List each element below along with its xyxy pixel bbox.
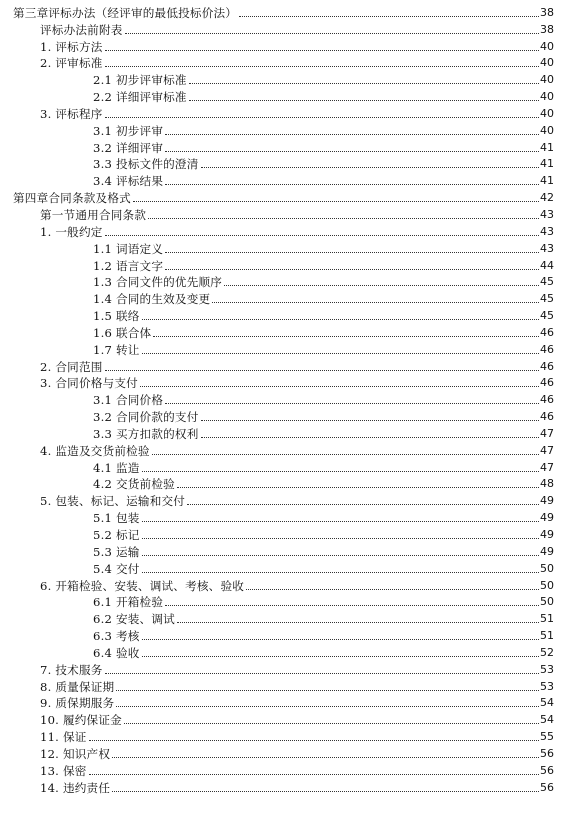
dot-leader xyxy=(224,285,539,286)
toc-entry[interactable] xyxy=(0,458,568,475)
toc-entry-number: 1.7 xyxy=(93,342,113,357)
toc-entry-label xyxy=(40,680,114,694)
toc-entry-number: 3.4 xyxy=(93,174,113,189)
dot-leader xyxy=(165,134,539,135)
toc-entry-number: 5. xyxy=(40,494,52,509)
toc-entry-label xyxy=(40,747,110,761)
toc-entry-page-number: 46 xyxy=(540,393,554,407)
toc-entry-title: 安装、调试 xyxy=(115,612,175,627)
dot-leader xyxy=(112,757,539,758)
toc-entry-label xyxy=(40,730,87,744)
toc-entry[interactable] xyxy=(0,475,568,492)
toc-entry-number: 4. xyxy=(40,443,52,458)
toc-entry-title: 合同价格与支付 xyxy=(55,376,138,391)
toc-entry-title: 质量保证期 xyxy=(55,679,115,694)
toc-entry-page-number: 46 xyxy=(540,359,554,373)
dot-leader xyxy=(89,740,539,741)
dot-leader xyxy=(105,66,539,67)
dot-leader xyxy=(125,33,539,34)
toc-entry[interactable] xyxy=(0,37,568,54)
dot-leader xyxy=(165,269,539,270)
toc-entry[interactable] xyxy=(0,761,568,778)
toc-entry-title: 语言文字 xyxy=(115,258,164,273)
toc-entry-number: 14. xyxy=(40,780,60,795)
toc-entry-page-number: 46 xyxy=(540,376,554,390)
toc-entry-page-number: 42 xyxy=(540,191,554,205)
toc-entry[interactable] xyxy=(0,155,568,172)
toc-entry[interactable] xyxy=(0,744,568,761)
toc-entry-title: 开箱检验 xyxy=(115,595,164,610)
toc-entry-label xyxy=(93,562,140,576)
toc-entry-page-number: 54 xyxy=(540,713,554,727)
toc-entry-title: 评标结果 xyxy=(115,174,164,189)
toc-entry-label xyxy=(40,764,87,778)
toc-entry-number: 1. xyxy=(40,224,52,239)
toc-entry-label xyxy=(93,141,163,155)
toc-entry-number: 8. xyxy=(40,679,52,694)
dot-leader xyxy=(142,471,539,472)
toc-entry-label xyxy=(40,56,103,70)
dot-leader xyxy=(105,117,539,118)
toc-entry-number: 4.1 xyxy=(93,460,113,475)
toc-entry-page-number: 49 xyxy=(540,511,554,525)
toc-entry[interactable] xyxy=(0,256,568,273)
toc-entry-number: 3.2 xyxy=(93,410,113,425)
toc-entry-page-number: 46 xyxy=(540,410,554,424)
toc-entry[interactable] xyxy=(0,138,568,155)
toc-entry-title: 第三章评标办法（经评审的最低投标价法） xyxy=(13,5,238,20)
toc-entry-label xyxy=(93,393,163,407)
toc-entry-number: 3.1 xyxy=(93,393,113,408)
toc-entry-page-number: 45 xyxy=(540,292,554,306)
toc-entry-title: 联合体 xyxy=(115,325,152,340)
toc-entry[interactable] xyxy=(0,424,568,441)
toc-entry[interactable] xyxy=(0,340,568,357)
toc-entry-label xyxy=(40,663,103,677)
toc-entry-title: 开箱检验、安装、调试、考核、验收 xyxy=(55,578,245,593)
dot-leader xyxy=(142,572,539,573)
toc-entry-number: 5.4 xyxy=(93,561,113,576)
toc-entry-title: 包装、标记、运输和交付 xyxy=(55,494,186,509)
toc-entry-title: 详细评审 xyxy=(115,140,164,155)
toc-entry-title: 合同范围 xyxy=(55,359,103,374)
toc-entry-number: 7. xyxy=(40,662,52,677)
toc-entry-label xyxy=(93,427,199,441)
dot-leader xyxy=(105,673,539,674)
toc-entry-label xyxy=(40,225,103,239)
toc-entry-number: 12. xyxy=(40,746,60,761)
toc-entry-title: 合同的生效及变更 xyxy=(115,292,211,307)
toc-entry-number: 2. xyxy=(40,56,52,71)
toc-entry-number: 3. xyxy=(40,376,52,391)
toc-entry-number: 10. xyxy=(40,713,60,728)
dot-leader xyxy=(148,218,539,219)
toc-entry-number: 1.4 xyxy=(93,292,113,307)
toc-entry-page-number: 49 xyxy=(540,494,554,508)
toc-entry-title: 质保期服务 xyxy=(55,696,115,711)
dot-leader xyxy=(124,723,539,724)
toc-entry-label xyxy=(40,40,103,54)
toc-entry-label xyxy=(93,646,140,660)
dot-leader xyxy=(133,201,539,202)
dot-leader xyxy=(153,336,539,337)
dot-leader xyxy=(142,319,539,320)
toc-entry-title: 投标文件的澄清 xyxy=(115,157,199,172)
toc-entry-label xyxy=(93,259,163,273)
toc-entry[interactable] xyxy=(0,205,568,222)
dot-leader xyxy=(142,353,539,354)
toc-entry-label xyxy=(93,545,140,559)
dot-leader xyxy=(165,605,539,606)
toc-entry-title: 标记 xyxy=(115,528,140,542)
toc-entry-number: 6.4 xyxy=(93,645,113,660)
toc-entry-number: 1.2 xyxy=(93,258,113,273)
toc-entry[interactable] xyxy=(0,222,568,239)
toc-entry-number: 6.3 xyxy=(93,629,113,644)
toc-entry-title: 交货前检验 xyxy=(115,477,175,492)
toc-entry[interactable] xyxy=(0,87,568,104)
toc-entry-page-number: 48 xyxy=(540,477,554,491)
dot-leader xyxy=(201,167,540,168)
toc-entry[interactable] xyxy=(0,70,568,87)
toc-entry-number: 1.3 xyxy=(93,275,113,290)
dot-leader xyxy=(165,252,539,253)
toc-entry[interactable] xyxy=(0,121,568,138)
toc-entry-page-number: 56 xyxy=(540,763,554,777)
toc-entry-number: 6. xyxy=(40,578,52,593)
toc-entry-page-number: 38 xyxy=(540,5,554,19)
dot-leader xyxy=(142,639,539,640)
dot-leader xyxy=(105,235,539,236)
toc-entry-page-number: 51 xyxy=(540,612,554,626)
toc-entry-title: 评标程序 xyxy=(55,106,103,121)
toc-entry-number: 5.2 xyxy=(93,528,113,542)
dot-leader xyxy=(142,521,539,522)
toc-entry[interactable] xyxy=(0,609,568,626)
toc-entry-label xyxy=(40,23,123,37)
dot-leader xyxy=(201,420,540,421)
toc-entry-label xyxy=(93,275,222,289)
toc-entry[interactable] xyxy=(0,626,568,643)
toc-entry-label xyxy=(93,410,199,424)
toc-entry-page-number: 50 xyxy=(540,578,554,592)
toc-entry-page-number: 55 xyxy=(540,730,554,744)
toc-entry[interactable] xyxy=(0,643,568,660)
dot-leader xyxy=(177,622,539,623)
toc-entry-label xyxy=(40,713,122,727)
toc-entry-page-number: 40 xyxy=(540,90,554,104)
toc-entry-page-number: 40 xyxy=(540,73,554,87)
toc-entry-title: 初步评审标准 xyxy=(115,73,187,88)
toc-entry[interactable] xyxy=(0,171,568,188)
toc-entry-title: 评审标准 xyxy=(55,56,103,71)
toc-entry-page-number: 52 xyxy=(540,645,554,659)
toc-entry[interactable] xyxy=(0,407,568,424)
toc-entry-title: 保密 xyxy=(62,763,87,778)
toc-entry-title: 联络 xyxy=(115,309,140,324)
toc-entry-page-number: 43 xyxy=(540,224,554,238)
toc-entry[interactable] xyxy=(0,559,568,576)
toc-entry[interactable] xyxy=(0,273,568,290)
toc-entry-title: 履约保证金 xyxy=(62,713,122,728)
dot-leader xyxy=(165,403,539,404)
dot-leader xyxy=(189,83,539,84)
toc-entry-label xyxy=(40,781,110,795)
dot-leader xyxy=(246,589,539,590)
toc-entry-page-number: 41 xyxy=(540,174,554,188)
toc-entry-page-number: 47 xyxy=(540,426,554,440)
toc-entry-number: 6.2 xyxy=(93,612,113,627)
toc-entry-label xyxy=(93,461,140,475)
toc-entry[interactable] xyxy=(0,104,568,121)
toc-entry-title: 技术服务 xyxy=(55,662,103,677)
toc-entry-number: 9. xyxy=(40,696,52,711)
toc-entry-label xyxy=(40,360,103,374)
toc-entry-page-number: 46 xyxy=(540,325,554,339)
toc-entry[interactable] xyxy=(0,593,568,610)
toc-entry-page-number: 54 xyxy=(540,696,554,710)
toc-entry-number: 1.6 xyxy=(93,325,113,340)
dot-leader xyxy=(201,437,540,438)
toc-entry[interactable] xyxy=(0,3,568,20)
toc-entry-page-number: 47 xyxy=(540,460,554,474)
toc-entry-label xyxy=(40,107,103,121)
toc-entry-label xyxy=(40,208,146,222)
toc-entry[interactable] xyxy=(0,289,568,306)
toc-entry-title: 第一节通用合同条款 xyxy=(40,207,147,222)
toc-entry[interactable] xyxy=(0,390,568,407)
toc-entry-title: 合同价款的支付 xyxy=(115,410,199,425)
toc-entry[interactable] xyxy=(0,710,568,727)
toc-entry-page-number: 49 xyxy=(540,528,554,541)
toc-entry-title: 考核 xyxy=(115,629,140,644)
toc-entry-label xyxy=(13,191,131,205)
dot-leader xyxy=(140,386,539,387)
toc-entry-title: 详细评审标准 xyxy=(115,90,187,105)
toc-entry-label xyxy=(93,73,187,87)
toc-entry[interactable] xyxy=(0,374,568,391)
toc-entry-title: 一般约定 xyxy=(55,224,103,239)
toc-entry-page-number: 41 xyxy=(540,140,554,154)
dot-leader xyxy=(142,555,539,556)
toc-entry[interactable] xyxy=(0,54,568,71)
toc-entry-page-number: 50 xyxy=(540,595,554,609)
toc-entry-title: 合同文件的优先顺序 xyxy=(115,275,223,290)
toc-entry-title: 评标办法前附表 xyxy=(40,22,123,37)
toc-entry-label xyxy=(93,528,140,542)
toc-entry-label xyxy=(40,444,150,458)
toc-entry-number: 13. xyxy=(40,763,60,778)
toc-entry-title: 运输 xyxy=(115,544,140,559)
toc-entry[interactable] xyxy=(0,660,568,677)
toc-entry-number: 5.1 xyxy=(93,511,113,526)
toc-entry-number: 2.2 xyxy=(93,90,113,105)
toc-entry-label xyxy=(93,629,140,643)
toc-entry-page-number: 50 xyxy=(540,561,554,575)
toc-entry-label xyxy=(93,309,140,323)
toc-entry-label xyxy=(93,157,199,171)
toc-entry-label xyxy=(93,90,187,104)
dot-leader xyxy=(189,100,539,101)
toc-entry-number: 3. xyxy=(40,106,52,121)
toc-entry-title: 保证 xyxy=(62,730,87,745)
toc-entry[interactable] xyxy=(0,20,568,37)
toc-entry[interactable] xyxy=(0,694,568,711)
toc-entry-number: 3.3 xyxy=(93,426,113,441)
toc-entry-label xyxy=(40,494,185,508)
toc-entry-page-number: 41 xyxy=(540,157,554,171)
table-of-contents xyxy=(0,3,568,795)
dot-leader xyxy=(105,50,539,51)
toc-entry-page-number: 40 xyxy=(540,39,554,53)
toc-entry-label xyxy=(93,511,140,525)
dot-leader xyxy=(105,370,539,371)
toc-entry-title: 监造 xyxy=(115,460,140,475)
toc-entry-page-number: 43 xyxy=(540,207,554,221)
dot-leader xyxy=(112,791,539,792)
toc-entry[interactable] xyxy=(0,525,568,542)
toc-entry-label xyxy=(93,174,163,188)
toc-entry-label xyxy=(13,6,237,20)
toc-entry-number: 1. xyxy=(40,39,52,54)
toc-entry[interactable] xyxy=(0,491,568,508)
toc-entry-page-number: 44 xyxy=(540,258,554,272)
toc-entry-title: 知识产权 xyxy=(62,746,111,761)
toc-entry-number: 2.1 xyxy=(93,73,113,88)
toc-entry-number: 3.1 xyxy=(93,123,113,138)
toc-entry-page-number: 51 xyxy=(540,629,554,643)
toc-entry-label xyxy=(93,477,175,491)
dot-leader xyxy=(165,184,539,185)
toc-entry-title: 词语定义 xyxy=(115,241,164,256)
toc-entry-label xyxy=(40,579,244,593)
toc-entry-page-number: 53 xyxy=(540,679,554,693)
toc-entry-number: 5.3 xyxy=(93,544,113,559)
dot-leader xyxy=(239,16,539,17)
toc-entry-title: 交付 xyxy=(115,561,140,576)
toc-entry-page-number: 49 xyxy=(540,544,554,558)
toc-entry[interactable] xyxy=(0,323,568,340)
toc-entry-title: 初步评审 xyxy=(115,123,164,138)
toc-entry-page-number: 47 xyxy=(540,443,554,457)
dot-leader xyxy=(142,538,539,539)
toc-entry-label xyxy=(40,376,138,390)
toc-entry-label xyxy=(93,612,175,626)
toc-entry-label xyxy=(93,292,210,306)
toc-entry-number: 4.2 xyxy=(93,477,113,492)
toc-entry-page-number: 45 xyxy=(540,309,554,323)
toc-entry-title: 验收 xyxy=(115,645,140,660)
toc-entry-page-number: 43 xyxy=(540,241,554,255)
toc-entry-page-number: 56 xyxy=(540,746,554,760)
toc-entry-number: 3.2 xyxy=(93,140,113,155)
dot-leader xyxy=(116,690,539,691)
toc-entry-page-number: 46 xyxy=(540,342,554,356)
toc-entry[interactable] xyxy=(0,306,568,323)
toc-entry-page-number: 40 xyxy=(540,123,554,137)
toc-entry-title: 违约责任 xyxy=(62,780,111,795)
toc-entry[interactable] xyxy=(0,778,568,795)
dot-leader xyxy=(89,774,539,775)
toc-entry[interactable] xyxy=(0,357,568,374)
toc-entry-label xyxy=(40,696,114,710)
dot-leader xyxy=(152,454,539,455)
toc-entry-label xyxy=(93,343,140,357)
toc-entry-label xyxy=(93,326,151,340)
toc-entry-page-number: 40 xyxy=(540,106,554,120)
toc-entry[interactable] xyxy=(0,508,568,525)
dot-leader xyxy=(177,487,539,488)
toc-entry-number: 3.3 xyxy=(93,157,113,172)
dot-leader xyxy=(212,302,539,303)
toc-entry-page-number: 53 xyxy=(540,662,554,676)
toc-entry-title: 第四章合同条款及格式 xyxy=(13,191,131,206)
toc-entry-page-number: 38 xyxy=(540,22,554,36)
toc-entry-title: 评标方法 xyxy=(55,39,103,54)
toc-entry-number: 2. xyxy=(40,359,52,374)
toc-entry-number: 6.1 xyxy=(93,595,113,610)
toc-entry[interactable] xyxy=(0,677,568,694)
toc-entry-page-number: 45 xyxy=(540,275,554,289)
toc-entry[interactable] xyxy=(0,188,568,205)
toc-entry-number: 1.1 xyxy=(93,241,113,256)
toc-entry-number: 1.5 xyxy=(93,309,113,324)
toc-entry[interactable] xyxy=(0,576,568,593)
toc-entry[interactable] xyxy=(0,441,568,458)
dot-leader xyxy=(187,504,539,505)
toc-entry-title: 合同价格 xyxy=(115,393,164,408)
toc-entry-title: 监造及交货前检验 xyxy=(55,443,150,458)
toc-entry-page-number: 40 xyxy=(540,56,554,70)
toc-entry-title: 转让 xyxy=(115,342,140,357)
toc-entry[interactable] xyxy=(0,239,568,256)
toc-entry-title: 包装 xyxy=(115,511,140,526)
toc-entry-page-number: 56 xyxy=(540,780,554,794)
toc-entry-label xyxy=(93,124,163,138)
toc-entry-label xyxy=(93,595,163,609)
toc-entry-label xyxy=(93,242,163,256)
toc-entry-number: 11. xyxy=(40,730,60,745)
dot-leader xyxy=(165,151,539,152)
dot-leader xyxy=(142,656,539,657)
dot-leader xyxy=(116,706,539,707)
toc-entry-title: 买方扣款的权利 xyxy=(115,426,199,441)
toc-entry[interactable] xyxy=(0,727,568,744)
toc-entry[interactable] xyxy=(0,542,568,559)
